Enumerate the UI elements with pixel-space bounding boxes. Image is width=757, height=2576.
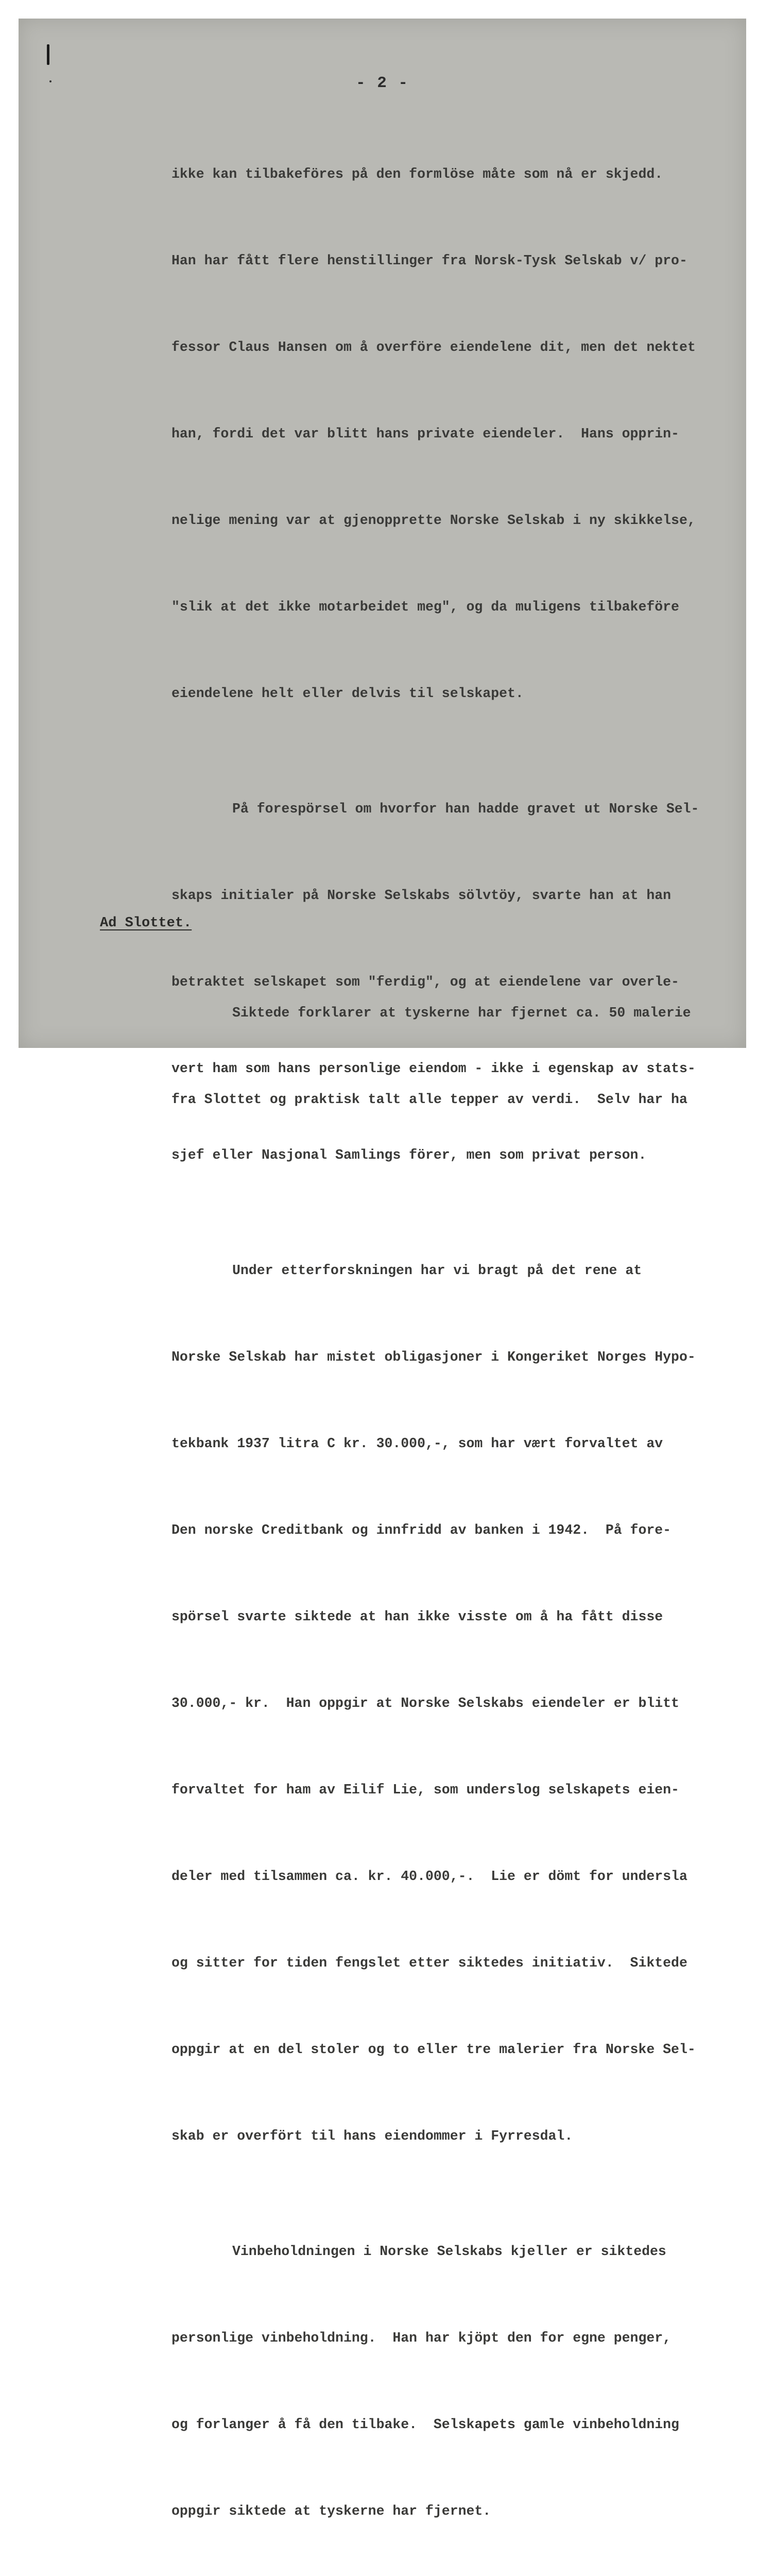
text-line: "slik at det ikke motarbeidet meg", og da muligens tilbakeföre bbox=[171, 599, 679, 615]
text-line: oppgir siktede at tyskerne har fjernet. bbox=[171, 2503, 491, 2519]
body-text bbox=[171, 102, 753, 2576]
text-line: tekbank 1937 litra C kr. 30.000,-, som har vært forvaltet av bbox=[171, 1436, 663, 1451]
text-line: ikke kan tilbakeföres på den formlöse måte som nå er skjedd. bbox=[171, 166, 663, 182]
margin-ink-mark bbox=[47, 44, 49, 65]
text-line: Han har fått flere henstillinger fra Norsk-Tysk Selskab v/ pro- bbox=[171, 253, 687, 268]
document-page bbox=[19, 19, 746, 2519]
text-line: Under etterforskningen har vi bragt på det rene at bbox=[232, 1263, 642, 1278]
section-body-text bbox=[171, 941, 753, 1172]
text-line: personlige vinbeholdning. Han har kjöpt den for egne penger, bbox=[171, 2330, 672, 2346]
text-line: oppgir at en del stoler og to eller tre malerier fra Norske Sel- bbox=[171, 2042, 696, 2057]
text-line: Norske Selskab har mistet obligasjoner i Kongeriket Norges Hypo- bbox=[171, 1349, 696, 1365]
text-line: På forespörsel om hvorfor han hadde gravet ut Norske Sel- bbox=[232, 801, 699, 817]
text-line: fra Slottet og praktisk talt alle tepper av verdi. Selv har ha bbox=[171, 1092, 687, 1107]
text-line: Siktede forklarer at tyskerne har fjernet ca. 50 malerie bbox=[232, 1005, 691, 1021]
text-line: han, fordi det var blitt hans private eiendeler. Hans opprin- bbox=[171, 426, 679, 442]
text-line: nelige mening var at gjenopprette Norske Selskab i ny skikkelse, bbox=[171, 513, 696, 528]
section-heading: Ad Slottet. bbox=[100, 916, 192, 931]
text-line: forvaltet for ham av Eilif Lie, som underslog selskapets eien- bbox=[171, 1782, 679, 1798]
text-line: og sitter for tiden fengslet etter siktedes initiativ. Siktede bbox=[171, 1955, 687, 1971]
text-line: Den norske Creditbank og innfridd av banken i 1942. På fore- bbox=[171, 1522, 672, 1538]
text-line: vert ham som hans personlige eiendom - ikke i egenskap av stats- bbox=[171, 1061, 696, 1076]
page-number: - 2 - bbox=[355, 74, 409, 92]
text-line: sjef eller Nasjonal Samlings förer, men som privat person. bbox=[171, 1147, 647, 1163]
text-line: og forlanger å få den tilbake. Selskapets gamle vinbeholdning bbox=[171, 2417, 679, 2432]
text-line: Vinbeholdningen i Norske Selskabs kjeller er siktedes bbox=[232, 2244, 666, 2259]
text-line: skaps initialer på Norske Selskabs sölvtöy, svarte han at han bbox=[171, 888, 672, 903]
text-line: deler med tilsammen ca. kr. 40.000,-. Lie er dömt for undersla bbox=[171, 1869, 687, 1884]
text-line: betraktet selskapet som "ferdig", og at eiendelene var overle- bbox=[171, 974, 679, 990]
text-line: skab er overfört til hans eiendommer i Fyrresdal. bbox=[171, 2128, 573, 2144]
text-line: fessor Claus Hansen om å overföre eiendelene dit, men det nektet bbox=[171, 340, 696, 355]
text-line: eiendelene helt eller delvis til selskapet. bbox=[171, 686, 524, 701]
text-line: 30.000,- kr. Han oppgir at Norske Selskabs eiendeler er blitt bbox=[171, 1696, 679, 1711]
text-line: spörsel svarte siktede at han ikke visste om å ha fått disse bbox=[171, 1609, 663, 1624]
